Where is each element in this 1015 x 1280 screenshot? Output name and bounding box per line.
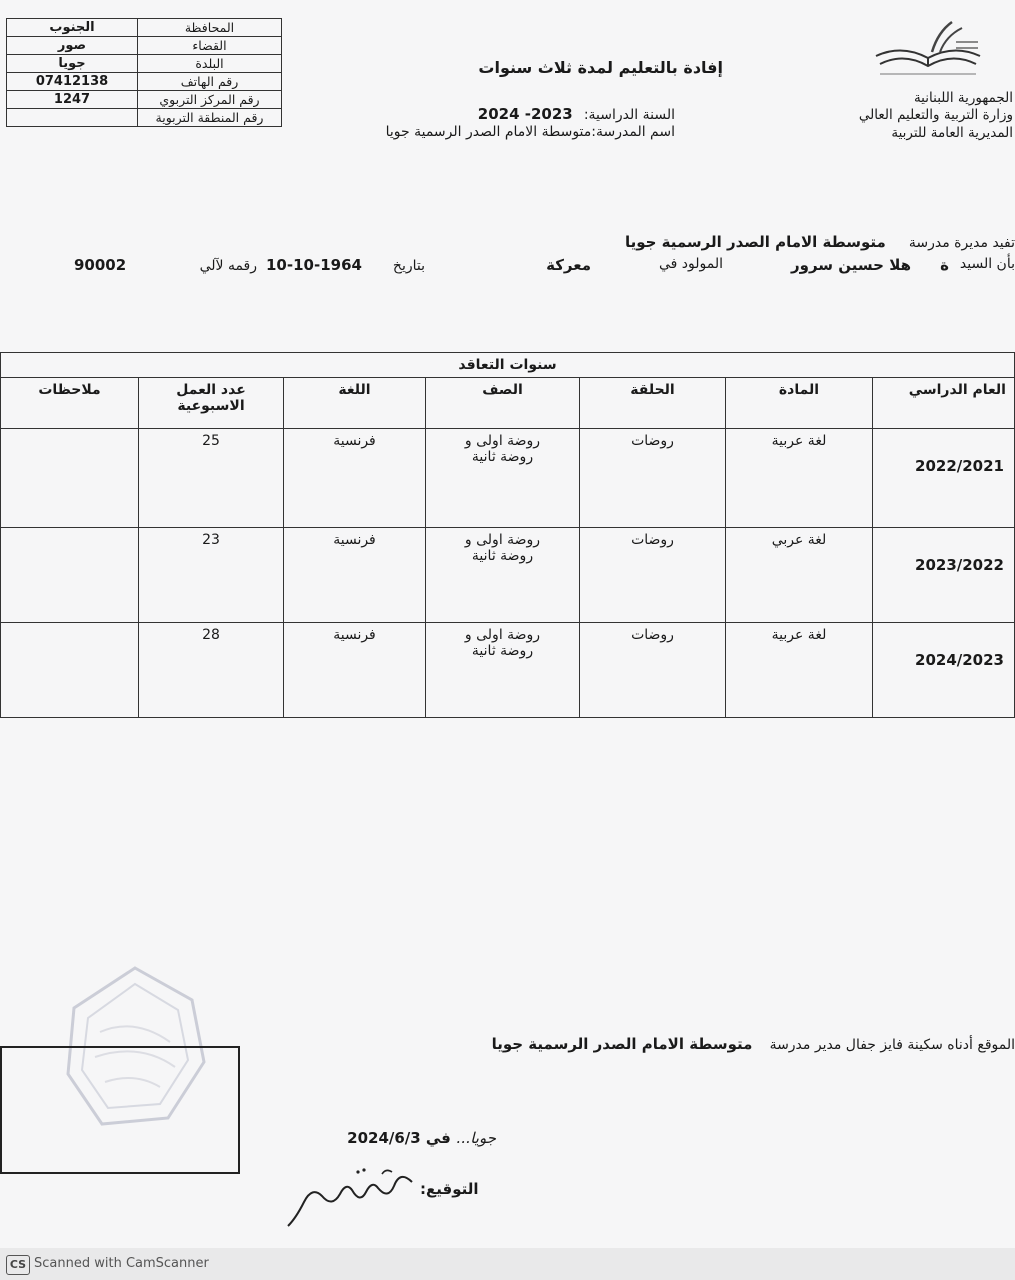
scanner-text: Scanned with CamScanner <box>34 1256 209 1271</box>
info-row <box>7 37 282 55</box>
col-notes: ملاحظات <box>1 378 139 429</box>
col-weekly-hours: عدد العمل الاسبوعية <box>139 378 284 429</box>
row-notes <box>1 429 139 528</box>
ministry-line2: وزارة التربية والتعليم العالي <box>858 107 1013 123</box>
ministry-line3: المديرية العامة للتربية <box>891 125 1013 141</box>
row-year: 2022/2021 <box>873 429 1015 528</box>
signatory-line <box>455 1034 1015 1053</box>
place-date-line <box>306 1128 496 1147</box>
contract-years-table <box>0 352 1015 718</box>
row-hours: 23 <box>139 528 284 623</box>
row-cycle: روضات <box>580 429 726 528</box>
school-name <box>355 124 675 140</box>
info-value: 1247 <box>7 91 138 109</box>
row-language: فرنسية <box>284 528 426 623</box>
school-year-label: السنة الدراسية: <box>583 107 675 123</box>
stamp-box <box>0 1046 240 1174</box>
info-label: رقم المركز التربوي <box>138 91 282 109</box>
birth-date-value: 10-10-1964 <box>266 256 362 274</box>
born-label: المولود في <box>658 256 723 272</box>
info-value: صور <box>7 37 138 55</box>
col-class: الصف <box>426 378 580 429</box>
statement-prefix: تفيد مديرة مدرسة <box>908 235 1015 251</box>
signatory-text: الموقع أدناه سكينة فايز جفال مدير مدرسة <box>769 1037 1015 1053</box>
ministry-line1: الجمهورية اللبنانية <box>913 90 1013 106</box>
table-row <box>1 623 1015 718</box>
statement-gender: ة <box>940 256 949 274</box>
document-title: إفادة بالتعليم لمدة ثلاث سنوات <box>478 58 723 77</box>
statement-mr-label: بأن السيد <box>959 256 1015 272</box>
number-value: 90002 <box>74 256 127 274</box>
row-notes <box>1 528 139 623</box>
ministry-logo-icon <box>872 18 984 80</box>
place-handwritten: جويا... <box>455 1129 496 1147</box>
row-hours: 25 <box>139 429 284 528</box>
row-cycle: روضات <box>580 623 726 718</box>
row-subject: لغة عربي <box>726 528 873 623</box>
col-subject: المادة <box>726 378 873 429</box>
camscanner-logo: CS <box>6 1255 30 1275</box>
date-value: 2024/6/3 <box>347 1129 421 1147</box>
row-year: 2023/2022 <box>873 528 1015 623</box>
info-row <box>7 73 282 91</box>
info-row <box>7 109 282 127</box>
col-year: العام الدراسي <box>873 378 1015 429</box>
info-value: 07412138 <box>7 73 138 91</box>
row-notes <box>1 623 139 718</box>
info-table <box>6 18 282 127</box>
table-row <box>1 429 1015 528</box>
col-cycle: الحلقة <box>580 378 726 429</box>
row-class-line1: روضة اولى و <box>464 532 541 548</box>
row-hours: 28 <box>139 623 284 718</box>
info-row <box>7 19 282 37</box>
row-subject: لغة عربية <box>726 623 873 718</box>
signature-label: التوقيع: <box>420 1180 479 1198</box>
row-class-line1: روضة اولى و <box>464 627 541 643</box>
row-class <box>426 623 580 718</box>
born-place: معركة <box>546 256 591 274</box>
row-class <box>426 429 580 528</box>
signatory-school: متوسطة الامام الصدر الرسمية جويا <box>491 1035 753 1053</box>
info-label: البلدة <box>138 55 282 73</box>
birth-date-label: بتاريخ <box>392 258 425 274</box>
row-year: 2024/2023 <box>873 623 1015 718</box>
row-class <box>426 528 580 623</box>
row-class-line2: روضة ثانية <box>471 548 534 564</box>
statement-school: متوسطة الامام الصدر الرسمية جويا <box>624 233 886 251</box>
date-label: في <box>425 1129 451 1147</box>
row-language: فرنسية <box>284 623 426 718</box>
handwritten-signature-icon <box>282 1160 422 1232</box>
school-name-label: اسم المدرسة: <box>591 124 675 140</box>
info-row <box>7 55 282 73</box>
row-class-line2: روضة ثانية <box>471 449 534 465</box>
info-label: رقم الهاتف <box>138 73 282 91</box>
info-value: الجنوب <box>7 19 138 37</box>
school-name-value: متوسطة الامام الصدر الرسمية جويا <box>385 124 592 140</box>
statement-line1 <box>615 232 1015 251</box>
school-year-value: 2023- 2024 <box>477 105 573 123</box>
row-subject: لغة عربية <box>726 429 873 528</box>
row-class-line2: روضة ثانية <box>471 643 534 659</box>
info-row <box>7 91 282 109</box>
table-row <box>1 528 1015 623</box>
col-language: اللغة <box>284 378 426 429</box>
table-section-title: سنوات التعاقد <box>1 353 1015 378</box>
school-year <box>395 104 675 123</box>
info-label: رقم المنطقة التربوية <box>138 109 282 127</box>
row-class-line1: روضة اولى و <box>464 433 541 449</box>
number-label: رقمه لآلي <box>199 258 257 274</box>
info-label: القضاء <box>138 37 282 55</box>
person-name: هلا حسين سرور <box>791 256 911 274</box>
row-cycle: روضات <box>580 528 726 623</box>
row-language: فرنسية <box>284 429 426 528</box>
info-value <box>7 109 138 127</box>
info-value: جويا <box>7 55 138 73</box>
info-label: المحافظة <box>138 19 282 37</box>
